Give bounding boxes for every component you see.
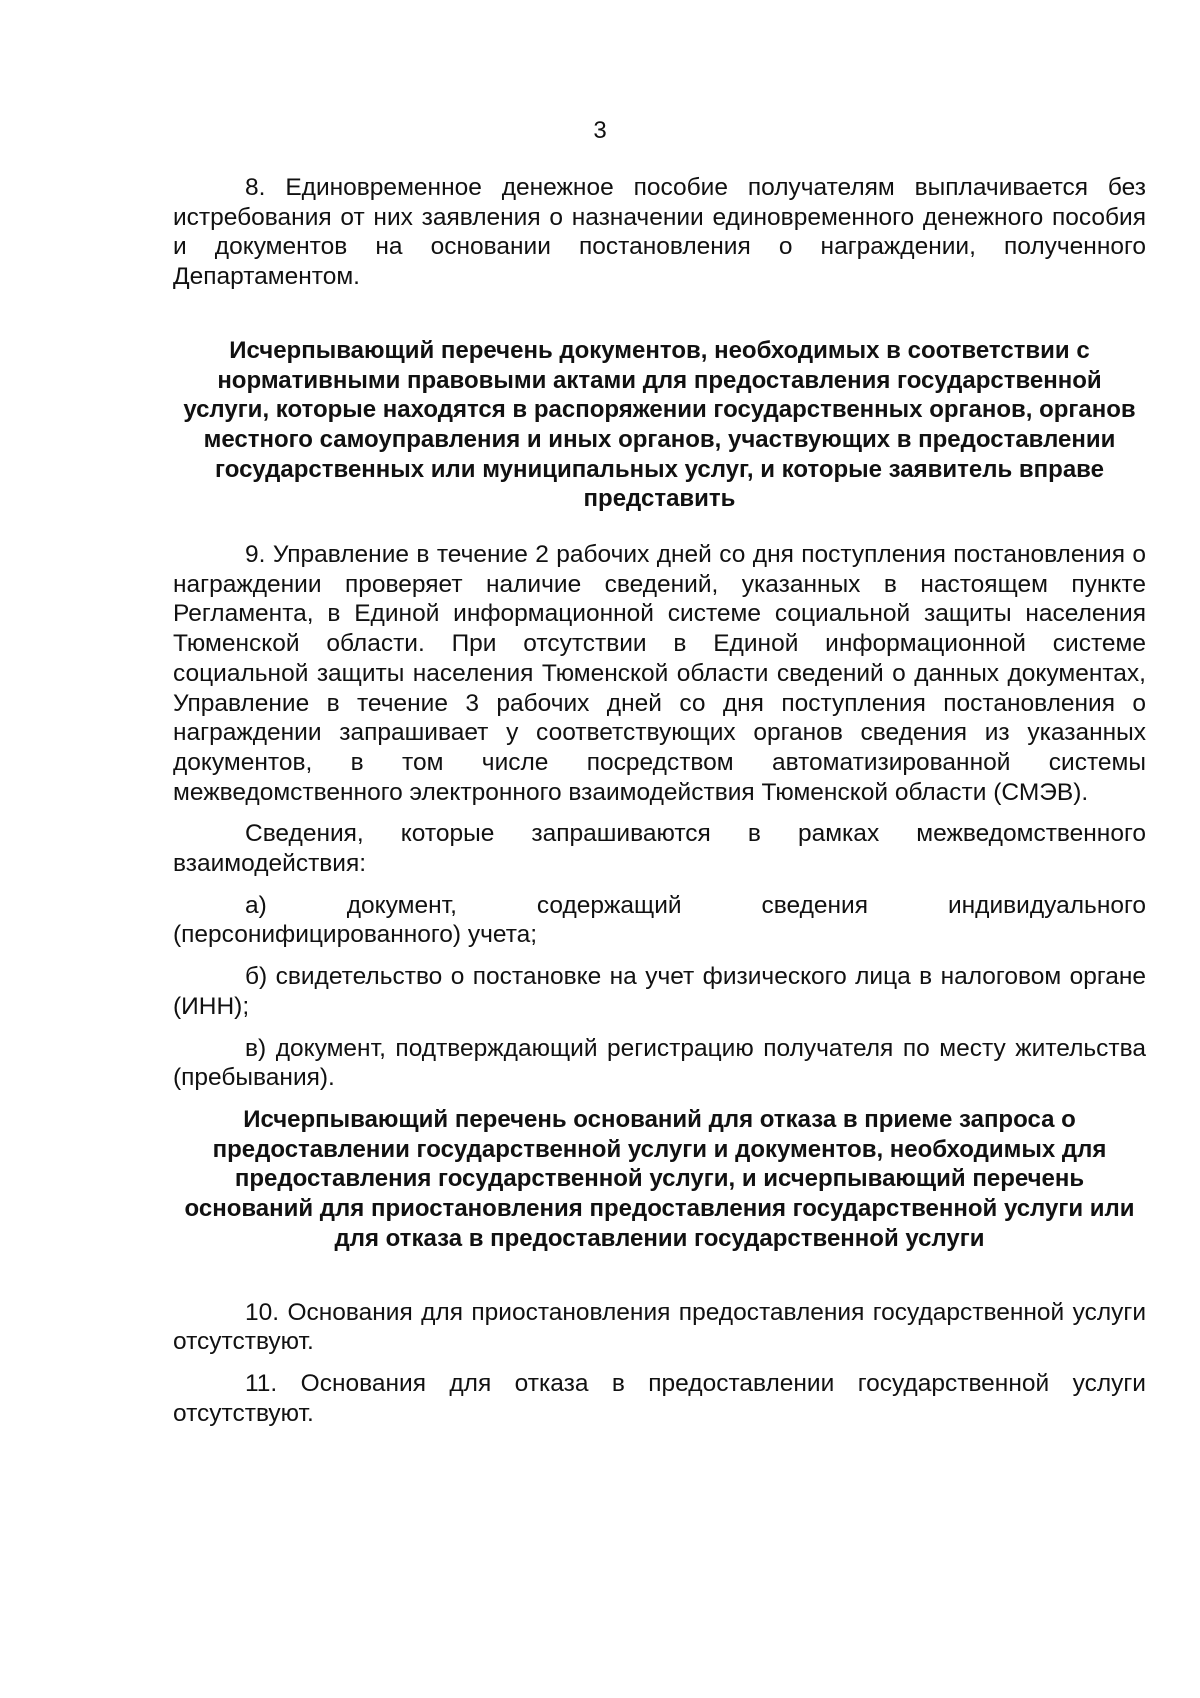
page-number: 3 bbox=[593, 117, 607, 144]
paragraph-10: 10. Основания для приостановления предоставления государственной услуги отсутствуют. bbox=[173, 1298, 1146, 1356]
paragraph-11: 11. Основания для отказа в предоставлении государственной услуги отсутствуют. bbox=[173, 1369, 1146, 1427]
section-heading-documents: Исчерпывающий перечень документов, необходимых в соответствии с нормативными правовыми актами для предоставления государственной услуги, которые находятся в распоряжении государственных органов, органов местного самоуправления и иных органов, участвующих в предоставлении государственных или муниципальных услуг, и которые заявитель вправе представить bbox=[183, 336, 1136, 513]
paragraph-8: 8. Единовременное денежное пособие получателям выплачивается без истребования от них заявления о назначении единовременного денежного пособия и документов на основании постановления о награждении, полученного Департаментом. bbox=[173, 174, 1146, 291]
paragraph-9-info: Сведения, которые запрашиваются в рамках межведомственного взаимодействия: bbox=[173, 820, 1146, 878]
section-heading-refusal: Исчерпывающий перечень оснований для отказа в приеме запроса о предоставлении государственной услуги и документов, необходимых для предоставления государственной услуги, и исчерпывающий перечень оснований для приостановления предоставления государственной услуги или для отказа в предоставлении государственной услуги bbox=[184, 1105, 1135, 1252]
paragraph-9: 9. Управление в течение 2 рабочих дней со дня поступления постановления о награждении проверяет наличие сведений, указанных в настоящем пункте Регламента, в Единой информационной системе социальной защиты населения Тюменской области. При отсутствии в Единой информационной системе социальной защиты населения Тюменской области сведений о данных документах, Управление в течение 3 рабочих дней со дня поступления постановления о награждении запрашивает у соответствующих органов сведения из указанных документов, в том числе посредством автоматизированной системы межведомственного электронного взаимодействия Тюменской области (СМЭВ). bbox=[173, 541, 1146, 806]
list-item-a: а) документ, содержащий сведения индивидуального (персонифицированного) учета; bbox=[173, 891, 1146, 949]
list-item-b: б) свидетельство о постановке на учет физического лица в налоговом органе (ИНН); bbox=[173, 963, 1146, 1020]
document-body bbox=[173, 173, 1146, 1428]
list-item-v: в) документ, подтверждающий регистрацию получателя по месту жительства (пребывания). bbox=[173, 1034, 1146, 1092]
